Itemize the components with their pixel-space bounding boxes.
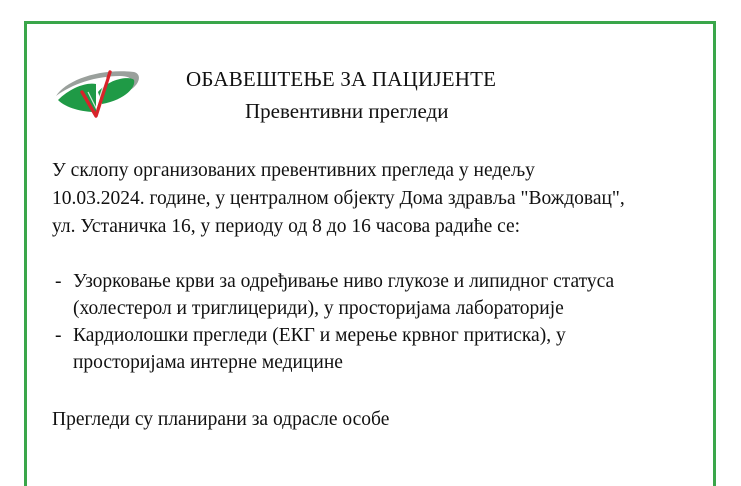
list-item-line: (холестерол и триглицериди), у просторијама лабораторије — [73, 298, 564, 319]
list-item — [52, 322, 702, 376]
list-marker: - — [55, 325, 62, 346]
intro-line: ул. Устаничка 16, у периоду од 8 до 16 часова радиће се: — [52, 216, 521, 237]
notice-subtitle: Превентивни прегледи — [245, 99, 449, 123]
intro-paragraph — [52, 157, 702, 241]
services-list — [52, 268, 702, 376]
list-item-line: просторијама интерне медицине — [73, 352, 343, 373]
health-center-logo-icon — [52, 62, 144, 124]
list-item — [52, 268, 702, 322]
notice-title: ОБАВЕШТЕЊЕ ЗА ПАЦИЈЕНТЕ — [186, 67, 497, 91]
audience-note: Прегледи су планирани за одрасле особе — [52, 409, 390, 430]
list-item-line: Узорковање крви за одређивање ниво глукозе и липидног статуса — [73, 271, 615, 292]
intro-line: 10.03.2024. године, у централном објекту Дома здравља "Вождовац", — [52, 188, 625, 209]
list-item-line: Кардиолошки прегледи (ЕКГ и мерење крвног притиска), у — [73, 325, 566, 346]
list-marker: - — [55, 271, 62, 292]
intro-line: У склопу организованих превентивних прегледа у недељу — [52, 160, 535, 181]
